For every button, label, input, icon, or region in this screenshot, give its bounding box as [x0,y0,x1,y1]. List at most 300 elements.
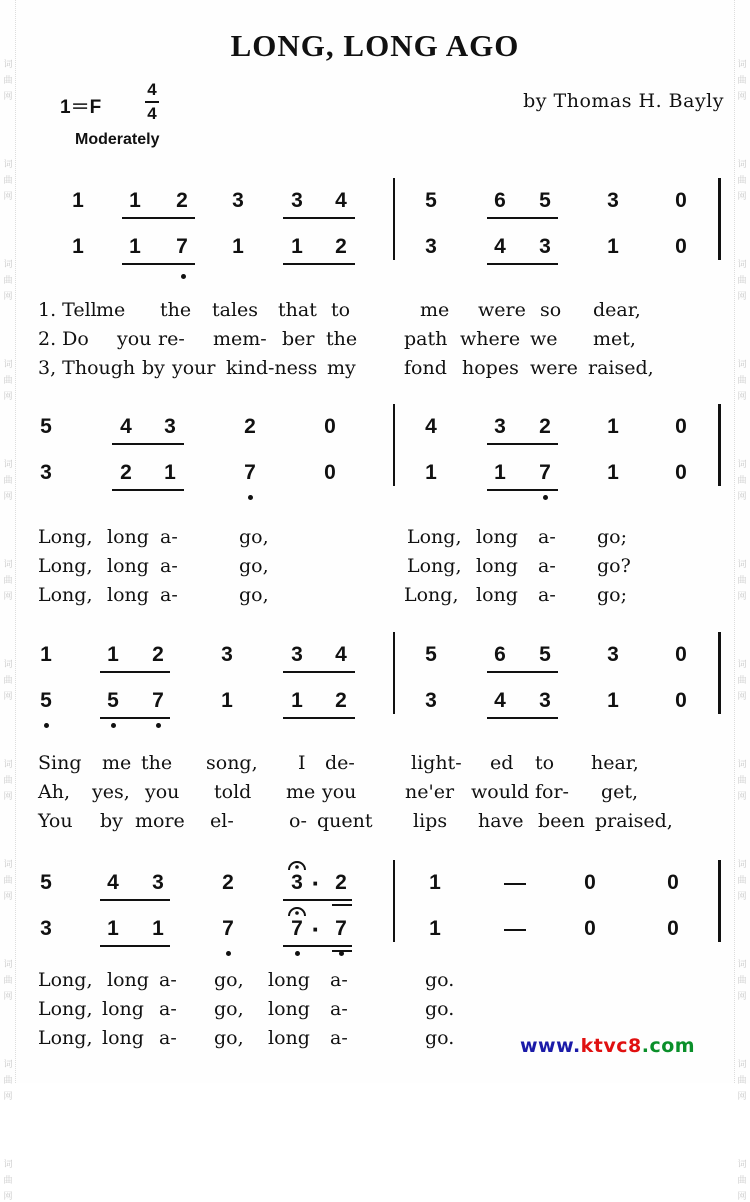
beam-underline [112,443,184,445]
lyric-word: go, [214,969,244,991]
lyric-word: were [530,357,578,379]
jianpu-note: 2 [176,189,188,212]
beam-underline [487,717,558,719]
lyric-word: you [117,328,152,350]
lyric-word: go, [239,555,269,577]
lyric-word: ed [490,752,514,774]
lyric-word: long [102,998,144,1020]
margin-glyph: 词 [3,1160,13,1170]
margin-glyph: 网 [3,992,13,1002]
jianpu-note: 0 [667,917,679,940]
margin-glyph: 网 [3,92,13,102]
jianpu-note: 3 [291,643,303,666]
watermark-middle: ktvc8 [580,1035,642,1057]
beam-underline [487,263,558,265]
lyric-word: by [100,810,123,832]
lyric-line [0,325,750,353]
beam-underline [487,217,558,219]
hold-dash [504,929,526,931]
margin-glyph: 词 [3,760,13,770]
beam-underline [122,217,195,219]
margin-glyph: 曲 [3,276,13,286]
beam-underline [100,717,170,719]
jianpu-note: 7 [222,917,234,940]
lyric-word: a- [330,1027,348,1049]
lyric-word: kind-ness [226,357,318,379]
jianpu-note: 3 [494,415,506,438]
beam-underline [283,717,355,719]
bar-line [393,178,395,260]
jianpu-note: 0 [675,189,687,212]
lyric-word: Long, [38,1027,93,1049]
lyric-word: Long, [38,584,93,606]
lyric-word: that [278,299,317,321]
lyric-word: Long, [404,584,459,606]
jianpu-note: 3 [607,189,619,212]
lyric-word: long [476,584,518,606]
margin-glyph: 网 [3,292,13,302]
beam-underline [100,899,170,901]
lyric-word: go. [425,998,455,1020]
lyric-line [0,296,750,324]
octave-dot [248,495,253,500]
time-signature-top: 4 [147,80,157,99]
jianpu-note: 2 [120,461,132,484]
jianpu-note: 1 [607,235,619,258]
lyric-word: fond [404,357,447,379]
margin-glyph: 网 [737,1092,747,1102]
margin-glyph: 曲 [3,176,13,186]
octave-dot [295,951,300,956]
lyric-word: long [476,526,518,548]
lyric-word: go, [214,1027,244,1049]
beam-underline [100,671,170,673]
jianpu-note: 7 [291,917,303,940]
lyric-word: a- [160,555,178,577]
octave-dot [226,951,231,956]
jianpu-note: 4 [120,415,132,438]
margin-glyph: 曲 [737,176,747,186]
jianpu-note: 1 [107,917,119,940]
fermata-icon [287,905,307,917]
margin-glyph: 词 [3,60,13,70]
song-title: LONG, LONG AGO [230,28,520,63]
lyric-line [0,807,750,835]
margin-glyph: 曲 [3,776,13,786]
jianpu-note: 2 [335,689,347,712]
beam-underline [112,489,184,491]
jianpu-note: 0 [324,461,336,484]
lyric-line [0,995,750,1023]
lyric-word: a- [159,998,177,1020]
lyric-word: go. [425,969,455,991]
jianpu-note: 5 [539,189,551,212]
margin-glyph: 词 [3,460,13,470]
jianpu-note: 1 [107,643,119,666]
jianpu-note: 2 [335,235,347,258]
margin-glyph: 词 [737,260,747,270]
margin-glyph: 网 [3,392,13,402]
jianpu-note: 6 [494,189,506,212]
lyric-word: long [107,526,149,548]
jianpu-note: 3 [291,871,303,894]
margin-glyph: 曲 [737,376,747,386]
beam-underline [283,217,355,219]
jianpu-note: 4 [335,643,347,666]
margin-glyph: 网 [3,192,13,202]
jianpu-note: 0 [667,871,679,894]
jianpu-note: 1 [221,689,233,712]
margin-glyph: 词 [737,460,747,470]
lyric-word: were [478,299,526,321]
jianpu-note: 4 [494,235,506,258]
lyric-word: long [107,969,149,991]
lyric-word: the [160,299,192,321]
jianpu-note: 0 [324,415,336,438]
lyric-word: more [135,810,185,832]
watermark-prefix: www. [520,1035,581,1057]
fermata-icon [287,859,307,871]
lyric-word: a- [330,969,348,991]
lyric-word: Sing [38,752,82,774]
end-bar-line [718,178,721,260]
jianpu-note: 4 [494,689,506,712]
jianpu-note: 3 [221,643,233,666]
time-signature-bottom: 4 [147,104,157,123]
lyric-line [0,354,750,382]
lyric-word: light- [411,752,462,774]
octave-dot [156,723,161,728]
lyric-word: song, [206,752,258,774]
jianpu-note: 1 [291,235,303,258]
margin-glyph: 词 [737,560,747,570]
jianpu-note: 1 [607,461,619,484]
margin-glyph: 曲 [737,876,747,886]
margin-glyph: 曲 [737,1076,747,1086]
jianpu-note: 5 [40,871,52,894]
margin-glyph: 曲 [737,1176,747,1186]
lyric-word: long [268,969,310,991]
margin-glyph: 曲 [3,576,13,586]
octave-dot [111,723,116,728]
lyric-word: a- [538,584,556,606]
margin-glyph: 网 [737,592,747,602]
lyric-word: me [420,299,450,321]
lyric-word: go? [597,555,631,577]
jianpu-note: 7 [244,461,256,484]
watermark-suffix: .com [641,1035,696,1057]
jianpu-note: 0 [675,415,687,438]
lyric-word: path [404,328,448,350]
lyric-word: I [298,752,306,774]
jianpu-note: · [311,868,321,898]
lyric-word: mem- [213,328,267,350]
margin-glyph: 词 [737,160,747,170]
lyric-word: would [471,781,530,803]
lyric-word: the [326,328,358,350]
lyric-word: a- [538,555,556,577]
lyric-word: Ah, [38,781,70,803]
jianpu-note: 0 [584,917,596,940]
jianpu-note: 7 [539,461,551,484]
lyric-word: Long, [407,526,462,548]
beam-underline [283,945,352,947]
lyric-word: have [478,810,524,832]
lyric-word: a- [160,526,178,548]
jianpu-note: 3 [291,189,303,212]
jianpu-note: 4 [107,871,119,894]
jianpu-note: 5 [40,689,52,712]
margin-glyph: 词 [3,360,13,370]
key-signature: 1＝F [60,97,102,118]
margin-glyph: 网 [737,392,747,402]
lyric-word: a- [160,584,178,606]
lyric-word: 2. Do [38,328,89,350]
margin-glyph: 词 [737,860,747,870]
lyric-word: Long, [38,998,93,1020]
jianpu-note: 1 [429,871,441,894]
beam-underline [283,671,355,673]
lyric-word: lips [413,810,448,832]
lyric-word: long [268,998,310,1020]
margin-glyph: 词 [737,360,747,370]
jianpu-note: 1 [425,461,437,484]
lyric-word: me [286,781,316,803]
jianpu-note: 0 [675,461,687,484]
margin-glyph: 词 [3,560,13,570]
lyric-word: o- [289,810,307,832]
jianpu-note: 1 [607,689,619,712]
lyric-word: go, [214,998,244,1020]
lyric-word: me [96,299,126,321]
margin-glyph: 曲 [3,76,13,86]
margin-glyph: 曲 [3,376,13,386]
lyric-word: me [102,752,132,774]
margin-glyph: 网 [737,792,747,802]
margin-glyph: 曲 [737,676,747,686]
margin-glyph: 曲 [737,476,747,486]
jianpu-note: 3 [607,643,619,666]
lyric-word: long [107,555,149,577]
lyric-word: been [538,810,585,832]
beam-underline [487,443,558,445]
lyric-word: el- [210,810,234,832]
margin-glyph: 词 [737,960,747,970]
octave-dot [543,495,548,500]
lyric-word: go, [239,526,269,548]
jianpu-note: 1 [494,461,506,484]
jianpu-note: 3 [425,235,437,258]
margin-glyph: 曲 [3,476,13,486]
margin-glyph: 曲 [3,876,13,886]
lyric-word: ne'er [405,781,455,803]
beam-underline [122,263,195,265]
lyric-line [0,581,750,609]
lyric-word: go; [597,584,628,606]
jianpu-note: 0 [675,235,687,258]
margin-glyph: 曲 [737,976,747,986]
margin-glyph: 网 [737,892,747,902]
lyric-word: Long, [38,969,93,991]
jianpu-note: 1 [72,235,84,258]
margin-glyph: 词 [3,260,13,270]
jianpu-note: 3 [40,917,52,940]
jianpu-note: 3 [539,235,551,258]
lyric-line [0,523,750,551]
margin-glyph: 词 [3,960,13,970]
margin-glyph: 网 [3,492,13,502]
site-watermark [520,1035,695,1057]
beam-underline [283,263,355,265]
margin-glyph: 网 [737,1192,747,1202]
lyric-word: where [460,328,521,350]
jianpu-note: · [311,914,321,944]
margin-glyph: 网 [3,692,13,702]
margin-glyph: 网 [737,292,747,302]
lyric-word: raised, [588,357,654,379]
beam-underline [283,899,352,901]
margin-glyph: 词 [3,860,13,870]
beam-underline [487,489,558,491]
bar-line [393,860,395,942]
jianpu-note: 1 [429,917,441,940]
jianpu-note: 0 [675,643,687,666]
lyric-word: You [38,810,73,832]
lyric-line [0,749,750,777]
jianpu-note: 2 [222,871,234,894]
jianpu-note: 0 [675,689,687,712]
lyric-word: we [530,328,558,350]
time-signature-bar [145,101,159,103]
jianpu-note: 1 [129,189,141,212]
jianpu-note: 1 [129,235,141,258]
lyric-word: a- [538,526,556,548]
lyric-word: Long, [38,526,93,548]
margin-glyph: 词 [3,660,13,670]
lyric-word: praised, [595,810,673,832]
margin-glyph: 曲 [737,276,747,286]
jianpu-note: 1 [152,917,164,940]
jianpu-note: 2 [335,871,347,894]
lyric-word: my [327,357,356,379]
lyric-word: you [322,781,357,803]
margin-glyph: 网 [737,492,747,502]
lyric-word: for- [535,781,569,803]
bar-line [393,404,395,486]
lyric-word: by [142,357,165,379]
composer-credit: by Thomas H. Bayly [523,90,724,112]
beam-underline [487,671,558,673]
margin-glyph: 曲 [3,1076,13,1086]
lyric-word: long [476,555,518,577]
margin-glyph: 网 [737,992,747,1002]
octave-dot [44,723,49,728]
jianpu-note: 4 [335,189,347,212]
margin-glyph: 网 [737,192,747,202]
lyric-word: hear, [591,752,639,774]
margin-glyph: 词 [737,660,747,670]
jianpu-note: 5 [40,415,52,438]
jianpu-note: 5 [425,189,437,212]
jianpu-note: 0 [584,871,596,894]
lyric-word: long [102,1027,144,1049]
end-bar-line [718,860,721,942]
lyric-word: a- [330,998,348,1020]
lyric-word: your [172,357,216,379]
hold-dash [504,883,526,885]
lyric-word: long [268,1027,310,1049]
jianpu-note: 5 [107,689,119,712]
bar-line [393,632,395,714]
lyric-word: de- [325,752,355,774]
lyric-word: so [540,299,562,321]
lyric-word: tales [212,299,259,321]
end-bar-line [718,404,721,486]
jianpu-note: 2 [539,415,551,438]
lyric-word: 3, Though [38,357,136,379]
jianpu-note: 2 [244,415,256,438]
beam-underline-double [332,904,352,906]
margin-glyph: 网 [3,792,13,802]
jianpu-note: 1 [291,689,303,712]
jianpu-note: 5 [539,643,551,666]
jianpu-note: 1 [232,235,244,258]
jianpu-note: 3 [232,189,244,212]
margin-glyph: 曲 [3,976,13,986]
margin-glyph: 网 [3,1192,13,1202]
jianpu-note: 3 [425,689,437,712]
lyric-word: the [141,752,173,774]
jianpu-note: 1 [72,189,84,212]
lyric-line [0,552,750,580]
end-bar-line [718,632,721,714]
jianpu-note: 1 [164,461,176,484]
jianpu-note: 5 [425,643,437,666]
lyric-word: hopes [462,357,519,379]
lyric-word: met, [593,328,636,350]
beam-underline [100,945,170,947]
lyric-word: long [107,584,149,606]
lyric-word: go; [597,526,628,548]
jianpu-note: 4 [425,415,437,438]
octave-dot [339,951,344,956]
margin-glyph: 网 [737,92,747,102]
lyric-word: told [214,781,252,803]
margin-glyph: 曲 [3,1176,13,1186]
margin-glyph: 词 [3,160,13,170]
octave-dot [181,274,186,279]
jianpu-note: 3 [152,871,164,894]
lyric-word: ber [282,328,315,350]
jianpu-note: 3 [539,689,551,712]
margin-glyph: 网 [737,692,747,702]
tempo-marking: Moderately [75,131,160,148]
margin-glyph: 曲 [737,576,747,586]
lyric-word: 1. Tell [38,299,97,321]
margin-glyph: 词 [737,1060,747,1070]
jianpu-note: 7 [152,689,164,712]
margin-glyph: 曲 [737,76,747,86]
lyric-word: to [331,299,351,321]
lyric-word: a- [159,969,177,991]
lyric-word: Long, [407,555,462,577]
jianpu-note: 3 [40,461,52,484]
margin-glyph: 网 [3,1092,13,1102]
jianpu-note: 7 [335,917,347,940]
jianpu-note: 7 [176,235,188,258]
lyric-word: dear, [593,299,641,321]
lyric-line [0,966,750,994]
